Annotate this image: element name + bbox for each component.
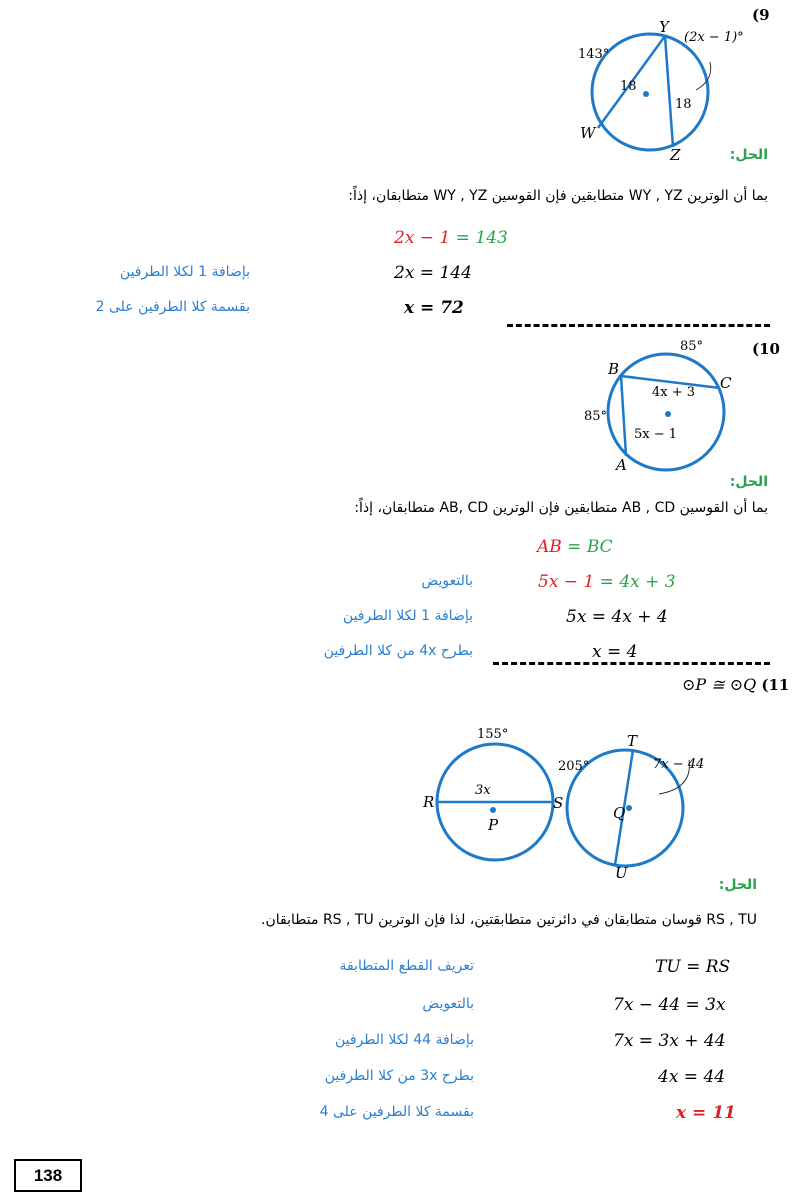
chord-label-tu: 7x − 44 <box>653 757 705 772</box>
q11-step-1: TU = RS <box>655 957 731 977</box>
point-u: U <box>615 864 628 882</box>
q11-step-4: 4x = 44 <box>658 1067 726 1087</box>
q9-step-2-note: بإضافة 1 لكلا الطرفين <box>119 264 250 280</box>
chord-label-bc: 4x + 3 <box>652 385 696 400</box>
point-b: B <box>608 360 620 378</box>
q9-intro: بما أن الوترين WY , YZ متطابقين فإن القوسين WY , YZ متطابقان، إذاً: <box>348 188 768 204</box>
arc-label-155: 155° <box>477 727 509 742</box>
page-number: 138 <box>14 1159 82 1192</box>
question-number-11: (11 <box>761 676 790 694</box>
q10-step-3-note: بإضافة 1 لكلا الطرفين <box>342 608 473 624</box>
point-r: R <box>423 793 435 811</box>
q9-step-2: 2x = 144 <box>394 263 472 283</box>
given-congruent-circles: ⊙P ≅ ⊙Q <box>682 675 757 694</box>
q10-step-2-note: بالتعويض <box>421 573 473 589</box>
q11-header <box>682 675 789 694</box>
q11-step-2-note: بالتعويض <box>422 996 474 1012</box>
q11-step-3-note: بإضافة 44 لكلا الطرفين <box>335 1032 474 1048</box>
chord-label-wy: 18 <box>620 79 637 94</box>
figure-q10-circle <box>576 334 732 476</box>
solution-label-10: الحل: <box>729 474 768 490</box>
point-z: Z <box>670 146 681 164</box>
q10-step-2: 5x − 1 = 4x + 3 <box>538 572 676 592</box>
arc-label-2x-1: (2x − 1)° <box>684 30 744 45</box>
arc-label-left-85: 85° <box>584 409 608 424</box>
question-number-9: (9 <box>752 6 770 24</box>
figure-q11-circles <box>455 727 745 882</box>
q9-step-3: x = 72 <box>404 298 464 318</box>
solution-label-11: الحل: <box>718 877 757 893</box>
q11-step-5-note: بقسمة كلا الطرفين على 4 <box>319 1104 474 1120</box>
point-a: A <box>616 456 627 474</box>
arc-label-top-85: 85° <box>680 339 704 354</box>
chord-label-ab: 5x − 1 <box>634 427 678 442</box>
q11-step-2: 7x − 44 = 3x <box>613 995 726 1015</box>
q9-step-3-note: بقسمة كلا الطرفين على 2 <box>95 299 250 315</box>
q11-step-1-note: تعريف القطع المتطابقة <box>339 958 474 974</box>
q10-intro: بما أن القوسين AB , CD متطابقين فإن الوترين AB, CD متطابقان، إذاً: <box>354 500 768 516</box>
point-q: Q <box>613 804 626 822</box>
q9-step-1: 2x − 1 = 143 <box>394 228 508 248</box>
point-s: S <box>553 794 564 812</box>
q11-step-4-note: بطرح 3x من كلا الطرفين <box>324 1068 474 1084</box>
arc-label-205: 205° <box>558 759 590 774</box>
point-w: W <box>580 124 596 142</box>
point-p: P <box>488 816 499 834</box>
separator-1 <box>507 324 770 327</box>
q11-step-3: 7x = 3x + 44 <box>613 1031 726 1051</box>
q11-intro: RS , TU قوسان متطابقان في دائرتين متطابقتين، لذا فإن الوترين RS , TU متطابقان. <box>261 912 757 928</box>
separator-2 <box>493 662 770 665</box>
arc-label-143: 143° <box>578 47 610 62</box>
q10-step-1: AB = BC <box>537 537 613 557</box>
point-c: C <box>720 374 732 392</box>
q11-step-5: x = 11 <box>676 1103 736 1123</box>
q10-step-4: x = 4 <box>592 642 638 662</box>
point-t: T <box>627 732 638 750</box>
solution-label-9: الحل: <box>729 147 768 163</box>
q10-step-4-note: بطرح 4x من كلا الطرفين <box>323 643 473 659</box>
question-number-10: (10 <box>752 340 780 358</box>
chord-label-yz: 18 <box>675 97 692 112</box>
q10-step-3: 5x = 4x + 4 <box>566 607 668 627</box>
chord-label-rs: 3x <box>475 783 491 798</box>
point-y: Y <box>659 18 669 36</box>
